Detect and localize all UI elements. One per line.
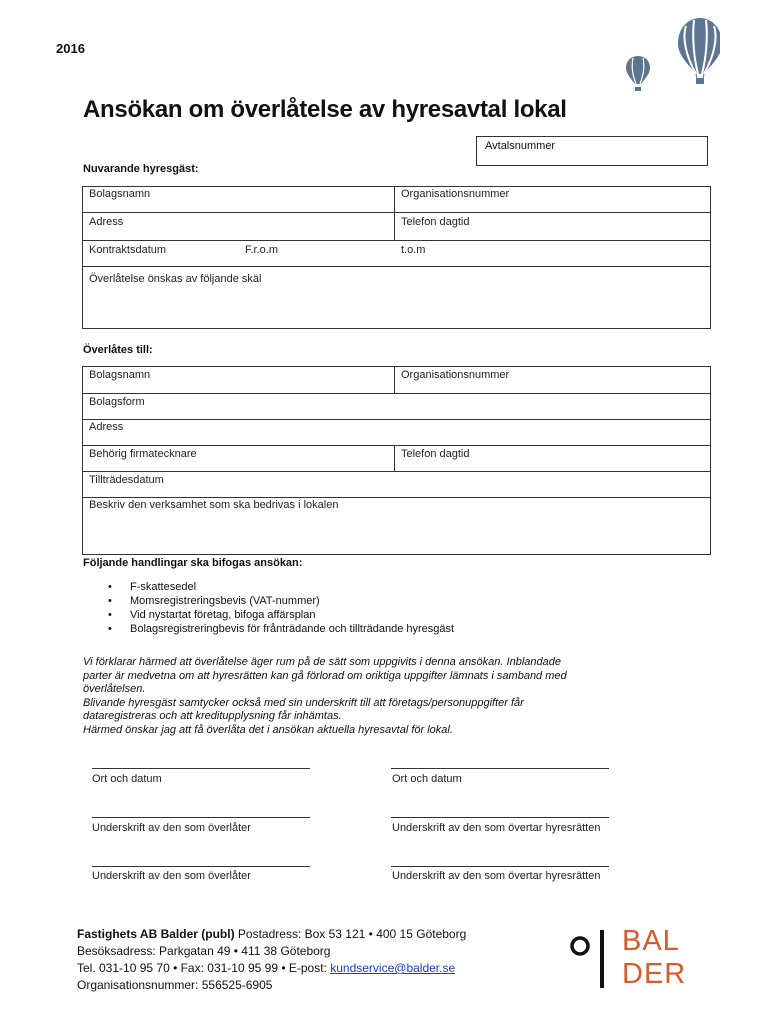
logo-text-line-1: BAL bbox=[622, 925, 680, 957]
company-form-field[interactable]: Bolagsform bbox=[89, 396, 145, 408]
contract-to-field[interactable]: t.o.m bbox=[401, 244, 426, 256]
balloons-icon bbox=[620, 14, 720, 94]
place-date-right-label: Ort och datum bbox=[392, 773, 462, 785]
divider bbox=[394, 186, 395, 240]
list-item-label: Vid nystartat företag, bifoga affärsplan bbox=[130, 609, 316, 621]
signature-transferor-2-label: Underskrift av den som överlåter bbox=[92, 870, 251, 882]
divider bbox=[394, 445, 395, 471]
attachments-heading: Följande handlingar ska bifogas ansökan: bbox=[83, 557, 303, 569]
current-tenant-form bbox=[82, 186, 711, 329]
signature-transferor-1-label: Underskrift av den som överlåter bbox=[92, 822, 251, 834]
current-phone-field[interactable]: Telefon dagtid bbox=[401, 216, 470, 228]
divider bbox=[82, 212, 711, 213]
declaration-line: dataregistreras och att kreditupplysning får inhämtas. bbox=[83, 710, 342, 723]
attachments-list bbox=[108, 580, 454, 636]
bullet-icon: • bbox=[108, 609, 112, 621]
divider bbox=[82, 445, 711, 446]
place-date-left-line[interactable] bbox=[92, 768, 310, 769]
page-title: Ansökan om överlåtelse av hyresavtal lokal bbox=[83, 96, 567, 123]
year: 2016 bbox=[56, 41, 85, 56]
divider bbox=[82, 497, 711, 498]
divider bbox=[82, 419, 711, 420]
contract-date-field[interactable]: Kontraktsdatum bbox=[89, 244, 167, 256]
divider bbox=[82, 266, 711, 267]
signature-transferee-2-line[interactable] bbox=[391, 866, 609, 867]
place-date-left-label: Ort och datum bbox=[92, 773, 162, 785]
current-company-name-field[interactable]: Bolagsnamn bbox=[89, 188, 151, 200]
new-tenant-heading: Överlåtes till: bbox=[83, 344, 153, 356]
access-date-field[interactable]: Tillträdesdatum bbox=[89, 474, 164, 486]
list-item bbox=[108, 594, 454, 608]
new-tenant-form bbox=[82, 366, 711, 555]
avtalsnummer-label: Avtalsnummer bbox=[485, 140, 556, 152]
new-company-name-field[interactable]: Bolagsnamn bbox=[89, 369, 151, 381]
new-phone-field[interactable]: Telefon dagtid bbox=[401, 448, 470, 460]
declaration-line: Vi förklarar härmed att överlåtelse äger rum på de sätt som uppgivits i denna ansökan. Inblandade bbox=[83, 656, 561, 668]
list-item-label: Momsregistreringsbevis (VAT-nummer) bbox=[130, 595, 320, 607]
footer-org: Organisationsnummer: 556525-6905 bbox=[77, 978, 273, 992]
current-tenant-heading: Nuvarande hyresgäst: bbox=[83, 163, 199, 175]
divider bbox=[82, 393, 711, 394]
current-address-field[interactable]: Adress bbox=[89, 216, 124, 228]
declaration-line: överlåtelsen. bbox=[83, 683, 146, 696]
signature-transferor-1-line[interactable] bbox=[92, 817, 310, 818]
divider bbox=[82, 240, 711, 241]
email-link[interactable]: kundservice@balder.se bbox=[330, 961, 456, 975]
signature-transferee-1-label: Underskrift av den som övertar hyresrätten bbox=[392, 822, 601, 834]
signature-transferee-1-line[interactable] bbox=[391, 817, 609, 818]
avtalsnummer-field[interactable] bbox=[476, 136, 708, 166]
place-date-right-line[interactable] bbox=[391, 768, 609, 769]
footer-postal: Postadress: Box 53 121 • 400 15 Göteborg bbox=[234, 927, 467, 941]
signature-transferee-2-label: Underskrift av den som övertar hyresrätten bbox=[392, 870, 601, 882]
list-item bbox=[108, 608, 454, 622]
new-address-field[interactable]: Adress bbox=[89, 421, 124, 433]
balder-logo-mark-icon bbox=[568, 928, 618, 990]
current-org-number-field[interactable]: Organisationsnummer bbox=[401, 188, 510, 200]
transfer-reason-field[interactable]: Överlåtelse önskas av följande skäl bbox=[89, 273, 262, 285]
list-item-label: F-skattesedel bbox=[130, 581, 197, 593]
declaration-line: Härmed önskar jag att få överlåta det i ansökan aktuella hyresavtal för lokal. bbox=[83, 723, 453, 736]
list-item bbox=[108, 622, 454, 636]
footer bbox=[77, 926, 466, 994]
footer-company: Fastighets AB Balder (publ) bbox=[77, 927, 235, 941]
contract-from-field[interactable]: F.r.o.m bbox=[245, 244, 279, 256]
declaration-line: parter är medvetna om att hyresrätten kan gå förlorad om oriktiga uppgifter lämnats i samband med bbox=[83, 669, 567, 682]
logo-text-line-2: DER bbox=[622, 958, 687, 990]
divider bbox=[82, 471, 711, 472]
declaration-line: Blivande hyresgäst samtycker också med sin underskrift till att företags/personuppgifter får bbox=[83, 696, 524, 709]
declaration-text bbox=[83, 656, 673, 738]
signatory-field[interactable]: Behörig firmatecknare bbox=[89, 448, 197, 460]
bullet-icon: • bbox=[108, 623, 112, 635]
bullet-icon: • bbox=[108, 581, 112, 593]
footer-phone-fax: Tel. 031-10 95 70 • Fax: 031-10 95 99 • E-post: bbox=[77, 961, 331, 975]
footer-line-3 bbox=[77, 960, 466, 977]
divider bbox=[394, 366, 395, 393]
footer-line-1 bbox=[77, 926, 466, 943]
footer-visit: Besöksadress: Parkgatan 49 • 411 38 Göteborg bbox=[77, 944, 331, 958]
bullet-icon: • bbox=[108, 595, 112, 607]
list-item-label: Bolagsregistreringbevis för frånträdande och tillträdande hyresgäst bbox=[130, 623, 455, 635]
new-org-number-field[interactable]: Organisationsnummer bbox=[401, 369, 510, 381]
list-item bbox=[108, 580, 454, 594]
business-description-field[interactable]: Beskriv den verksamhet som ska bedrivas i lokalen bbox=[89, 499, 339, 511]
signature-transferor-2-line[interactable] bbox=[92, 866, 310, 867]
